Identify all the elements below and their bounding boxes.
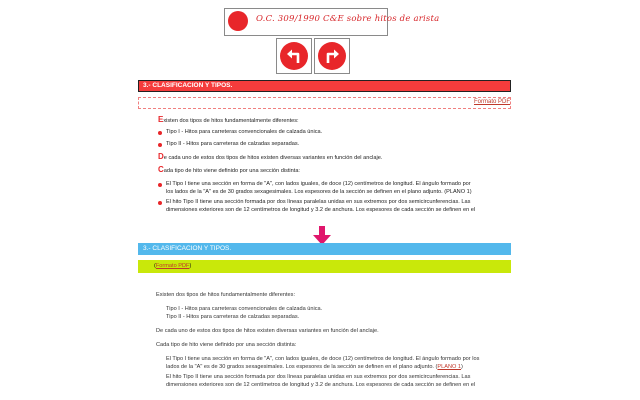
intro-paragraph-a: Existen dos tipos de hitos fundamentalmente diferentes: [158,115,299,124]
detail-a-1-line-1: El Tipo I tiene una sección en forma de "A", con lados iguales, de doce (12) centímetros de longitud. El ángulo formado por [166,181,471,187]
bullet-icon [158,183,162,187]
defined-paragraph-b: Cada tipo de hito viene definido por una sección distinta: [156,342,297,348]
detail-b-2-line-1: El hito Tipo II tiene una sección formada por dos líneas paralelas unidas en sus extremos por dos semicircunferencias. Las [166,374,471,380]
detail-a-2-line-1: El hito Tipo II tiene una sección formada por dos líneas paralelas unidas en sus extremos por dos semicircunferencias. Las [166,199,471,205]
variants-paragraph-a: De cada uno de estos dos tipos de hitos existen diversas variantes en función del anclaje. [158,152,383,161]
page-title: O.C. 309/1990 C&E sobre hitos de arista [256,14,440,24]
bullet-icon [158,201,162,205]
pdf-format-link-b[interactable]: Formato PDF [155,263,190,269]
pdf-link-bar [138,260,511,273]
variants-paragraph-b: De cada uno de estos dos tipos de hitos existen diversas variantes en función del anclaje. [156,328,379,334]
detail-b-1-line-2: lados de la "A" es de 30 grados sexagesimales. Los espesores de la sección se definen en el plano adjunto. (PLANO 1) [166,364,463,370]
type-item-b-1: Tipo I - Hitos para carreteras convencionales de calzada única. [166,306,323,312]
intro-paragraph-b: Existen dos tipos de hitos fundamentalmente diferentes: [156,292,295,298]
bullet-icon [158,131,162,135]
detail-a-1-line-2: los lados de la "A" es de 30 grados sexagesimales. Los espesores de la sección se definen en el plano adjunto. (PLANO 1) [166,189,472,195]
type-item-b-2: Tipo II - Hitos para carreteras de calzadas separadas. [166,314,300,320]
bullet-icon [158,143,162,147]
section-heading-b: 3.- CLASIFICACION Y TIPOS. [143,245,232,252]
turn-left-arrow-icon [280,42,308,70]
red-dot-logo-icon [228,11,248,31]
section-heading-a: 3.- CLASIFICACION Y TIPOS. [143,82,233,89]
type-item-a-2: Tipo II - Hitos para carreteras de calzadas separadas. [166,141,300,147]
detail-b-1-line-1: El Tipo I tiene una sección en forma de "A", con lados iguales, de doce (12) centímetros de longitud. El ángulo formado por los [166,356,480,362]
prev-page-button[interactable] [276,38,312,74]
pdf-link-wrapper-b: (Formato PDF) [154,263,192,269]
pdf-link-box [138,97,511,109]
plano-1-link[interactable]: PLANO 1 [437,364,462,370]
defined-paragraph-a: Cada tipo de hito viene definido por una sección distinta: [158,165,300,174]
pdf-format-link-a[interactable]: Formato PDF [474,99,511,105]
detail-b-2-line-2: dimensiones exteriores son de 12 centímetros de longitud y 3.2 de anchura. Los espesores de cada sección se definen en el [166,382,476,388]
type-item-a-1: Tipo I - Hitos para carreteras convencionales de calzada única. [166,129,323,135]
detail-a-2-line-2: dimensiones exteriores son de 12 centímetros de longitud y 3.2 de anchura. Los espesores de cada sección se definen en el [166,207,476,213]
next-page-button[interactable] [314,38,350,74]
turn-right-arrow-icon [318,42,346,70]
